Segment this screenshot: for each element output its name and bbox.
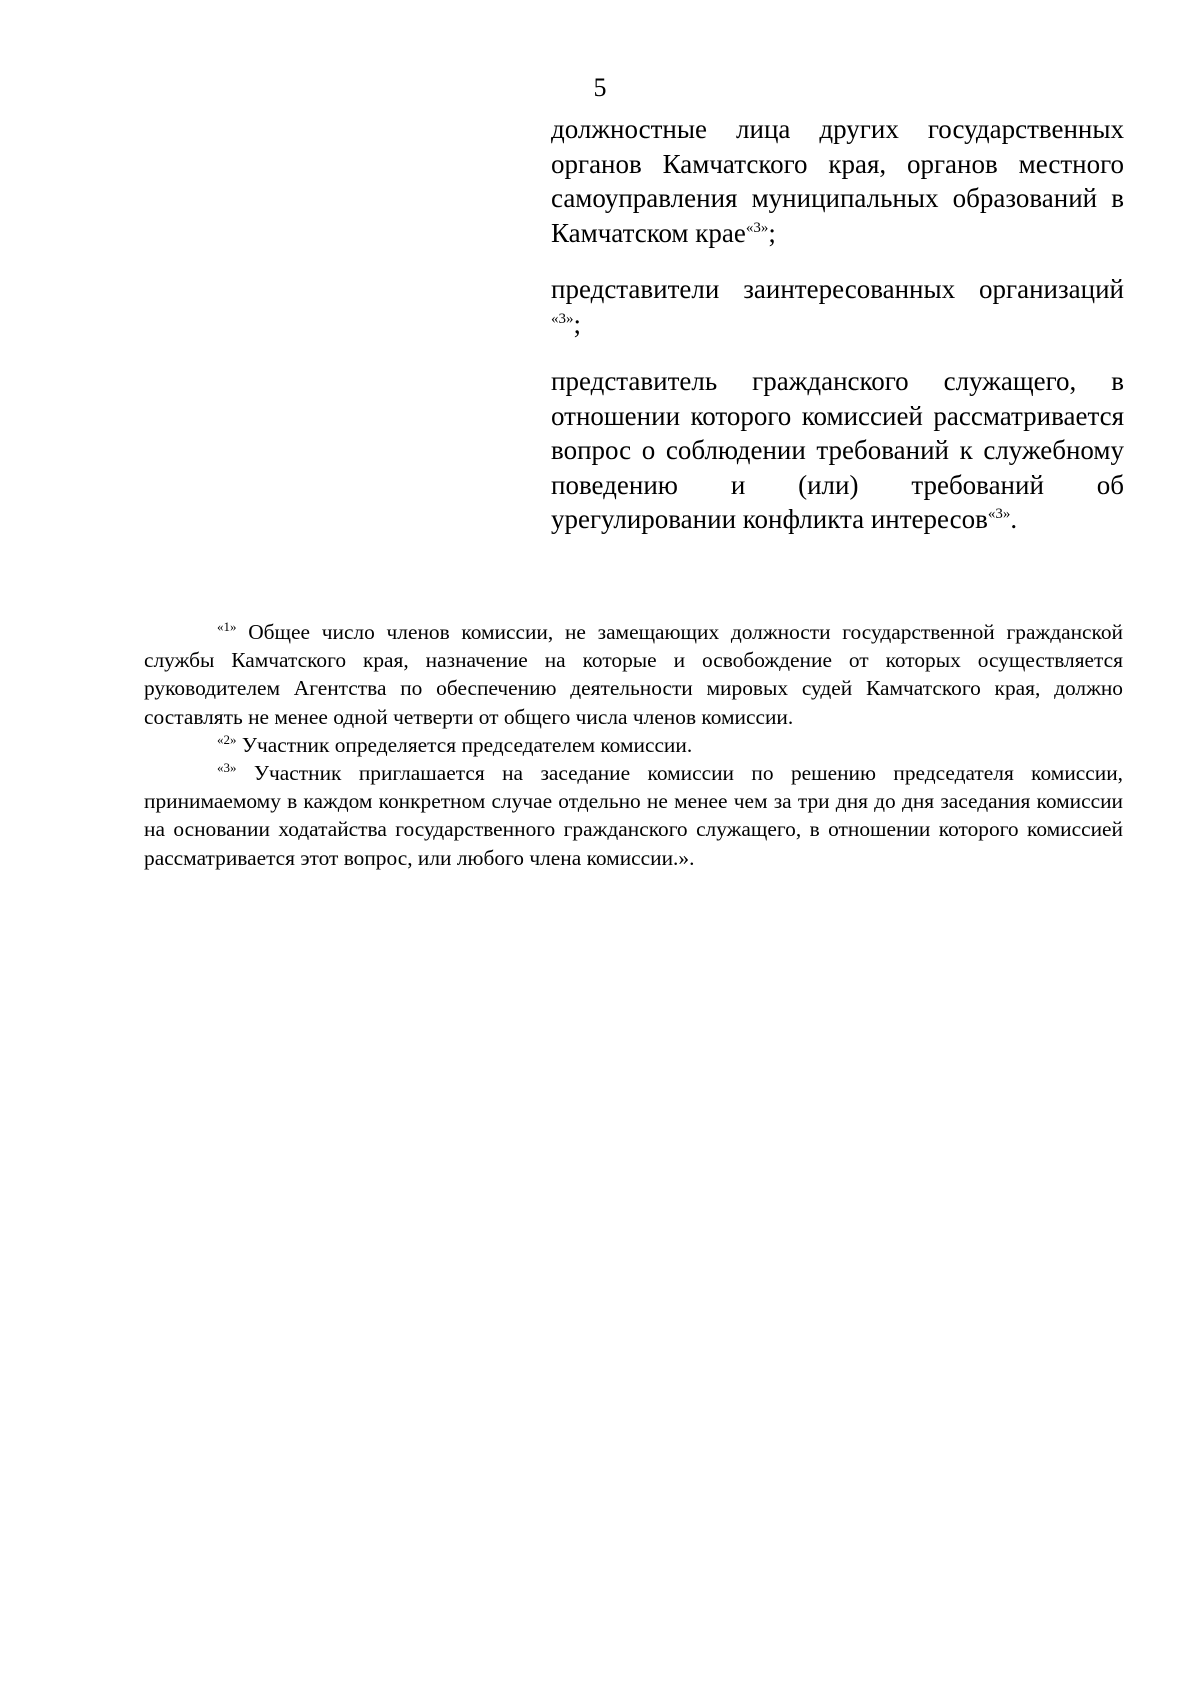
commission-members-list [551,112,1124,559]
member-entry-officials [551,112,1124,250]
footnote-2 [144,731,1123,759]
member-entry-text: должностные лица других государственных органов Камчатского края, органов местного самоуправления муниципальных образований в Камчатском крае [551,114,1124,248]
member-entry-punctuation: ; [768,217,776,248]
member-entry-text: представители заинтересованных организаций [551,274,1124,304]
footnote-3 [144,759,1123,872]
member-entry-punctuation: ; [573,308,582,339]
member-entry-organizations [551,272,1124,341]
footnote-reference: «3» [551,310,574,327]
member-entry-servant-representative [551,364,1124,537]
member-entry-punctuation: . [1010,504,1018,534]
footnote-text: Общее число членов комиссии, не замещающих должности государственной гражданской службы Камчатского края, назначение на которые и освобождение от которых осуществляется руководителем Агентства по обеспечению деятельности мировых судей Камчатского края, должно составлять не менее одной четверти от общего числа членов комиссии. [144,620,1123,729]
footnote-text: Участник определяется председателем комиссии. [236,732,693,757]
footnote-marker: «3» [217,760,237,776]
footnote-marker: «1» [217,619,237,634]
member-entry-text: представитель гражданского служащего, в отношении которого комиссией рассматривается вопрос о соблюдении требований к служебному поведению и (или) требований об урегулировании конфликта интересов [551,366,1124,534]
footnote-reference: «3» [745,219,769,236]
footnote-marker: «2» [217,731,237,747]
page-number: 5 [593,73,607,102]
footnote-reference: «3» [987,506,1011,522]
footnotes-section [144,618,1123,872]
footnote-1 [144,618,1123,731]
footnote-text: Участник приглашается на заседание комиссии по решению председателя комиссии, принимаемому в каждом конкретном случае отдельно не менее чем за три дня до дня заседания комиссии на основании ходатайства государственного гражданского служащего, в отношении которого комиссией рассматривается этот вопрос, или любого члена комиссии.». [144,761,1123,870]
